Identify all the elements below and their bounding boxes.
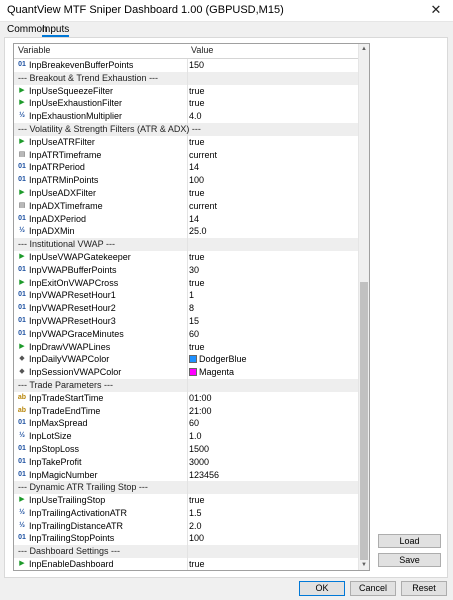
- parameter-name: InpMaxSpread: [29, 418, 88, 429]
- section-separator-row[interactable]: [14, 545, 359, 558]
- parameter-row[interactable]: [14, 532, 359, 545]
- column-divider: [187, 110, 188, 123]
- parameter-name: InpATRPeriod: [29, 162, 85, 173]
- grid-rows: [14, 59, 359, 571]
- parameter-row[interactable]: [14, 97, 359, 110]
- parameter-name: InpUseADXFilter: [29, 187, 97, 198]
- column-divider: [187, 392, 188, 405]
- column-divider: [187, 85, 188, 98]
- color-name: Magenta: [199, 367, 235, 378]
- parameter-name: InpMagicNumber: [29, 469, 98, 480]
- parameter-name: InpVWAPGraceMinutes: [29, 328, 124, 339]
- parameter-row[interactable]: [14, 277, 359, 290]
- column-divider: [187, 161, 188, 174]
- parameter-row[interactable]: [14, 174, 359, 187]
- title-bar: [0, 0, 453, 22]
- int-icon: 01: [18, 457, 26, 465]
- parameter-name: InpVWAPResetHour2: [29, 303, 116, 314]
- double-icon: ½: [19, 508, 25, 516]
- column-divider: [187, 302, 188, 315]
- parameter-value[interactable]: 100: [189, 175, 205, 186]
- column-divider: [187, 136, 188, 149]
- column-divider: [187, 251, 188, 264]
- column-divider: [187, 213, 188, 226]
- parameter-row[interactable]: [14, 392, 359, 405]
- parameter-name: InpLotSize: [29, 431, 72, 442]
- column-divider: [187, 417, 188, 430]
- parameter-value[interactable]: true: [189, 85, 205, 96]
- save-button[interactable]: Save: [378, 553, 441, 567]
- parameter-name: InpTakeProfit: [29, 456, 82, 467]
- parameter-value[interactable]: 4.0: [189, 111, 202, 122]
- scroll-up-icon[interactable]: ▲: [361, 46, 367, 52]
- bool-icon: ▶: [19, 137, 25, 145]
- parameter-name: InpATRTimeframe: [29, 149, 102, 160]
- parameter-row[interactable]: [14, 520, 359, 533]
- parameter-value[interactable]: 60: [189, 418, 200, 429]
- parameter-row[interactable]: [14, 289, 359, 302]
- scroll-down-icon[interactable]: ▼: [361, 562, 367, 568]
- section-separator-row[interactable]: [14, 481, 359, 494]
- int-icon: 01: [18, 61, 26, 68]
- parameter-row[interactable]: [14, 200, 359, 213]
- int-icon: 01: [18, 291, 26, 299]
- ok-button[interactable]: OK: [299, 581, 345, 596]
- bool-icon: ▶: [19, 560, 25, 568]
- double-icon: ½: [19, 112, 25, 120]
- parameter-row[interactable]: [14, 149, 359, 162]
- enum-icon: ▤: [18, 201, 26, 209]
- parameter-name: InpExitOnVWAPCross: [29, 277, 119, 288]
- parameter-row[interactable]: [14, 494, 359, 507]
- enum-icon: ▤: [18, 150, 26, 158]
- parameter-row[interactable]: [14, 456, 359, 469]
- parameter-name: InpExhaustionMultiplier: [29, 111, 123, 122]
- parameter-value[interactable]: 1: [189, 290, 195, 301]
- color-swatch: [189, 355, 197, 363]
- int-icon: 01: [18, 265, 26, 273]
- parameter-row[interactable]: [14, 187, 359, 200]
- parameter-value[interactable]: 8: [189, 303, 195, 314]
- section-label: --- Breakout & Trend Exhaustion ---: [18, 72, 159, 83]
- parameter-row[interactable]: [14, 136, 359, 149]
- parameter-name: InpTradeEndTime: [29, 405, 101, 416]
- bool-icon: ▶: [19, 99, 25, 107]
- parameter-value[interactable]: 60: [189, 328, 200, 339]
- column-divider: [187, 225, 188, 238]
- parameter-value[interactable]: current: [189, 200, 218, 211]
- section-label: --- Institutional VWAP ---: [18, 239, 116, 250]
- column-divider: [187, 315, 188, 328]
- parameter-name: InpADXPeriod: [29, 213, 87, 224]
- column-divider: [187, 72, 188, 85]
- column-divider: [187, 59, 188, 72]
- column-divider: [187, 238, 188, 251]
- column-divider: [187, 558, 188, 571]
- parameter-name: InpTradeStartTime: [29, 392, 104, 403]
- parameter-value[interactable]: 1500: [189, 443, 210, 454]
- parameter-row[interactable]: [14, 302, 359, 315]
- column-divider: [187, 481, 188, 494]
- column-header-variable[interactable]: Variable: [18, 45, 51, 55]
- parameter-value[interactable]: true: [189, 98, 205, 109]
- parameter-row[interactable]: [14, 328, 359, 341]
- column-divider: [187, 149, 188, 162]
- parameter-name: InpVWAPBufferPoints: [29, 264, 117, 275]
- bool-icon: ▶: [19, 496, 25, 504]
- parameter-name: InpTrailingDistanceATR: [29, 520, 124, 531]
- bool-icon: ▶: [19, 278, 25, 286]
- double-icon: ½: [19, 432, 25, 440]
- parameter-value[interactable]: true: [189, 559, 205, 570]
- column-divider: [187, 328, 188, 341]
- column-header-value[interactable]: Value: [191, 45, 214, 55]
- cancel-button[interactable]: Cancel: [350, 581, 396, 596]
- column-divider: [187, 469, 188, 482]
- parameter-value[interactable]: 100: [189, 533, 205, 544]
- parameter-name: InpVWAPResetHour3: [29, 315, 116, 326]
- parameter-row[interactable]: [14, 417, 359, 430]
- parameter-value[interactable]: 1.5: [189, 507, 202, 518]
- column-divider: [187, 341, 188, 354]
- bool-icon: ▶: [19, 252, 25, 260]
- parameter-name: InpTrailingActivationATR: [29, 507, 128, 518]
- string-icon: ab: [17, 393, 27, 401]
- parameter-row[interactable]: [14, 469, 359, 482]
- parameter-value[interactable]: 2.0: [189, 520, 202, 531]
- column-divider: [187, 366, 188, 379]
- parameter-name: InpVWAPResetHour1: [29, 290, 116, 301]
- string-icon: ab: [17, 406, 27, 414]
- parameter-value[interactable]: 30: [189, 264, 200, 275]
- parameter-row[interactable]: [14, 59, 359, 72]
- parameter-name: InpTrailingStopPoints: [29, 533, 115, 544]
- parameter-row[interactable]: [14, 161, 359, 174]
- int-icon: 01: [18, 470, 26, 478]
- parameter-name: InpUseATRFilter: [29, 136, 95, 147]
- parameter-name: InpUseSqueezeFilter: [29, 85, 114, 96]
- column-divider: [187, 353, 188, 366]
- parameter-value[interactable]: 01:00: [189, 392, 212, 403]
- close-icon[interactable]: ✕: [430, 2, 442, 17]
- column-divider: [187, 174, 188, 187]
- parameter-value[interactable]: 3000: [189, 456, 210, 467]
- int-icon: 01: [18, 163, 26, 171]
- int-icon: 01: [18, 419, 26, 427]
- parameter-name: InpUseVWAPGatekeeper: [29, 251, 131, 262]
- parameter-value[interactable]: 14: [189, 213, 200, 224]
- parameter-name: InpUseTrailingStop: [29, 495, 106, 506]
- parameter-value[interactable]: 21:00: [189, 405, 212, 416]
- reset-button[interactable]: Reset: [401, 581, 447, 596]
- color-swatch: [189, 368, 197, 376]
- parameter-row[interactable]: [14, 341, 359, 354]
- parameter-value[interactable]: true: [189, 251, 205, 262]
- parameter-row[interactable]: [14, 85, 359, 98]
- column-divider: [187, 443, 188, 456]
- column-divider: [187, 379, 188, 392]
- parameter-row[interactable]: [14, 405, 359, 418]
- parameter-value[interactable]: 150: [189, 60, 205, 70]
- parameter-name: InpEnableDashboard: [29, 559, 114, 570]
- column-divider: [187, 507, 188, 520]
- parameter-name: InpStopLoss: [29, 443, 80, 454]
- section-label: --- Dynamic ATR Trailing Stop ---: [18, 482, 148, 493]
- column-divider: [187, 97, 188, 110]
- parameter-value[interactable]: true: [189, 277, 205, 288]
- parameter-row[interactable]: [14, 366, 359, 379]
- color-name: DodgerBlue: [199, 354, 247, 365]
- column-divider: [187, 405, 188, 418]
- int-icon: 01: [18, 214, 26, 222]
- parameter-name: InpDailyVWAPColor: [29, 354, 110, 365]
- column-divider: [187, 430, 188, 443]
- parameter-row[interactable]: [14, 110, 359, 123]
- column-divider: [187, 545, 188, 558]
- section-separator-row[interactable]: [14, 238, 359, 251]
- parameter-name: InpDrawVWAPLines: [29, 341, 111, 352]
- int-icon: 01: [18, 316, 26, 324]
- parameter-value[interactable]: 123456: [189, 469, 220, 480]
- parameter-row[interactable]: [14, 315, 359, 328]
- parameter-value[interactable]: 15: [189, 315, 200, 326]
- parameter-name: InpADXTimeframe: [29, 200, 103, 211]
- double-icon: ½: [19, 227, 25, 235]
- parameter-value[interactable]: [189, 366, 234, 379]
- parameter-value[interactable]: 14: [189, 162, 200, 173]
- parameter-row[interactable]: [14, 213, 359, 226]
- parameter-value[interactable]: true: [189, 495, 205, 506]
- parameter-row[interactable]: [14, 443, 359, 456]
- column-divider: [187, 187, 188, 200]
- parameter-row[interactable]: [14, 264, 359, 277]
- column-divider: [187, 289, 188, 302]
- parameter-value[interactable]: true: [189, 187, 205, 198]
- section-separator-row[interactable]: [14, 72, 359, 85]
- tab-common[interactable]: Common: [7, 24, 48, 35]
- column-divider: [187, 532, 188, 545]
- parameter-value[interactable]: true: [189, 341, 205, 352]
- column-divider: [187, 494, 188, 507]
- parameter-name: InpBreakevenBufferPoints: [29, 60, 134, 70]
- column-divider: [187, 264, 188, 277]
- bool-icon: ▶: [19, 342, 25, 350]
- double-icon: ½: [19, 521, 25, 529]
- section-label: --- Volatility & Strength Filters (ATR & ADX) ---: [18, 123, 201, 134]
- int-icon: 01: [18, 444, 26, 452]
- scroll-thumb[interactable]: [360, 282, 368, 560]
- parameter-row[interactable]: [14, 225, 359, 238]
- column-divider: [187, 520, 188, 533]
- int-icon: 01: [18, 329, 26, 337]
- parameter-name: InpUseExhaustionFilter: [29, 98, 123, 109]
- section-label: --- Trade Parameters ---: [18, 379, 114, 390]
- color-icon: ◆: [19, 368, 25, 376]
- vertical-scrollbar[interactable]: [358, 44, 369, 570]
- parameter-row[interactable]: [14, 353, 359, 366]
- section-label: --- Dashboard Settings ---: [18, 546, 121, 557]
- parameter-value[interactable]: 25.0: [189, 226, 207, 237]
- tab-inputs[interactable]: Inputs: [42, 24, 70, 35]
- parameter-row[interactable]: [14, 558, 359, 571]
- load-button[interactable]: Load: [378, 534, 441, 548]
- parameter-name: InpATRMinPoints: [29, 175, 99, 186]
- parameter-name: InpSessionVWAPColor: [29, 367, 122, 378]
- parameter-value[interactable]: 1.0: [189, 431, 202, 442]
- parameter-row[interactable]: [14, 507, 359, 520]
- int-icon: 01: [18, 534, 26, 542]
- bool-icon: ▶: [19, 86, 25, 94]
- parameter-name: InpADXMin: [29, 226, 75, 237]
- parameter-value[interactable]: current: [189, 149, 218, 160]
- int-icon: 01: [18, 176, 26, 184]
- section-separator-row[interactable]: [14, 123, 359, 136]
- parameter-row[interactable]: [14, 430, 359, 443]
- bool-icon: ▶: [19, 188, 25, 196]
- parameter-row[interactable]: [14, 251, 359, 264]
- section-separator-row[interactable]: [14, 379, 359, 392]
- parameter-value[interactable]: true: [189, 136, 205, 147]
- column-divider: [187, 456, 188, 469]
- grid-header: [14, 44, 359, 59]
- column-divider: [187, 277, 188, 290]
- int-icon: 01: [18, 304, 26, 312]
- column-divider: [187, 200, 188, 213]
- color-icon: ◆: [19, 355, 25, 363]
- parameter-value[interactable]: [189, 353, 247, 366]
- window-title: QuantView MTF Sniper Dashboard 1.00 (GBPUSD,M15): [7, 4, 284, 16]
- parameters-grid: [13, 43, 370, 571]
